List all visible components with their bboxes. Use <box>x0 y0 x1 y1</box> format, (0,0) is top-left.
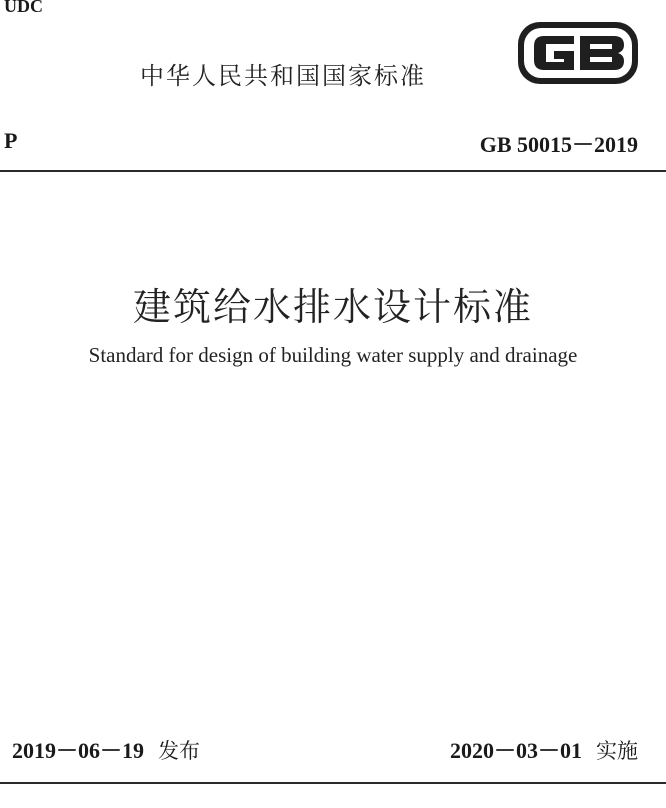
gb-logo <box>516 20 640 86</box>
issue-date-block <box>12 734 200 765</box>
national-standard-heading: 中华人民共和国国家标准 <box>140 62 426 90</box>
implementation-date-block <box>450 734 638 765</box>
classification-code: P <box>4 128 18 153</box>
issue-label: 发布 <box>158 739 201 763</box>
udc-label: UDC <box>4 0 43 16</box>
implementation-date: 2020－03－01 <box>449 738 582 763</box>
title-chinese: 建筑给水排水设计标准 <box>132 285 533 329</box>
issue-date: 2019－06－19 <box>12 738 145 763</box>
title-english: Standard for design of building water supply and drainage <box>88 343 578 367</box>
implementation-label: 实施 <box>596 739 638 763</box>
top-divider <box>0 170 666 172</box>
bottom-divider <box>0 782 666 784</box>
standard-number: GB 50015－2019 <box>479 132 638 157</box>
